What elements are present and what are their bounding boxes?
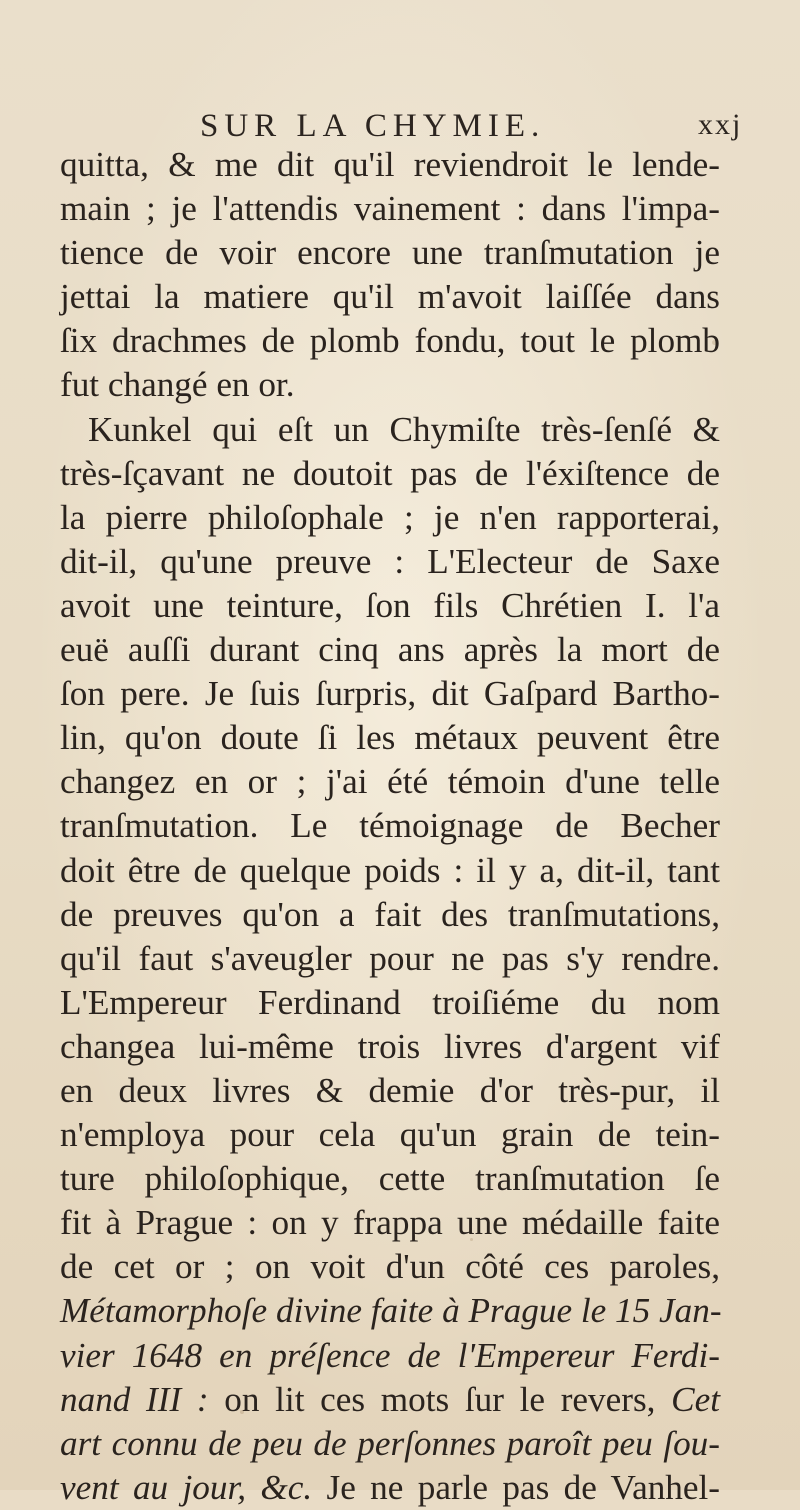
text-segment: en deux livres & demie d'or très-pur, il <box>60 1070 720 1110</box>
text-segment: avoit une teinture, ſon fils Chrétien I. l'a <box>60 585 720 625</box>
text-segment: jettai la matiere qu'il m'avoit laiſſée dans <box>60 277 720 317</box>
running-title: SUR LA CHYMIE. <box>200 108 546 144</box>
text-segment: n'employa pour cela qu'un grain de tein- <box>60 1115 720 1155</box>
text-segment: tience de voir encore une tranſmutation je <box>60 233 720 273</box>
text-segment: Je ne parle pas de Vanhel- <box>326 1467 720 1507</box>
text-line <box>60 937 720 981</box>
text-line <box>60 1113 720 1157</box>
italic-text: nand III : <box>60 1379 225 1419</box>
text-line <box>60 1201 720 1245</box>
text-segment: de preuves qu'on a fait des tranſmutations, <box>60 894 720 934</box>
text-line <box>60 452 720 496</box>
text-segment: ture philoſophique, cette tranſmutation ſe <box>60 1159 720 1199</box>
italic-text: Cet <box>671 1379 720 1419</box>
text-line <box>60 628 720 672</box>
text-segment: L'Empereur Ferdinand troiſiéme du nom <box>60 982 720 1022</box>
text-segment: euë auſſi durant cinq ans après la mort de <box>60 630 720 670</box>
text-line <box>60 540 720 584</box>
text-segment: dit-il, qu'une preuve : L'Electeur de Saxe <box>60 541 720 581</box>
text-line <box>60 981 720 1025</box>
italic-text: vier 1648 en préſence de l'Empereur Ferdi- <box>60 1335 720 1375</box>
text-segment: main ; je l'attendis vainement : dans l'impa- <box>60 189 720 229</box>
text-segment: on lit ces mots ſur le revers, <box>224 1379 672 1419</box>
text-line <box>60 893 720 937</box>
text-segment: qu'il faut s'aveugler pour ne pas s'y rendre. <box>60 938 720 978</box>
text-line <box>60 584 720 628</box>
page-number: xxj <box>698 108 743 141</box>
text-line <box>60 672 720 716</box>
text-segment: fut changé en or. <box>60 365 295 405</box>
text-line <box>60 1157 720 1201</box>
text-segment: Kunkel qui eſt un Chymiſte très-ſenſé & <box>88 409 720 449</box>
text-line <box>60 1334 720 1378</box>
text-line <box>60 143 720 187</box>
text-line <box>60 187 720 231</box>
text-line <box>60 231 720 275</box>
italic-text: Métamorphoſe divine faite à Prague le 15 Jan- <box>60 1291 722 1331</box>
text-line <box>60 1025 720 1069</box>
text-line <box>60 1289 720 1333</box>
text-line <box>60 716 720 760</box>
text-line <box>60 1069 720 1113</box>
text-line <box>60 849 720 893</box>
text-line <box>60 363 720 407</box>
text-segment: ſix drachmes de plomb fondu, tout le plomb <box>60 321 720 361</box>
text-line <box>60 1245 720 1289</box>
text-segment: tranſmutation. Le témoignage de Becher <box>60 806 720 846</box>
text-line <box>60 1378 720 1422</box>
text-line <box>60 1466 720 1510</box>
text-segment: très-ſçavant ne doutoit pas de l'éxiſtence de <box>60 453 720 493</box>
text-segment: la pierre philoſophale ; je n'en rapporterai, <box>60 497 720 537</box>
text-segment: ſon pere. Je ſuis ſurpris, dit Gaſpard Bartho- <box>60 674 720 714</box>
text-line <box>60 275 720 319</box>
text-line <box>60 1422 720 1466</box>
text-line <box>60 804 720 848</box>
text-line <box>60 760 720 804</box>
text-segment: doit être de quelque poids : il y a, dit-il, tant <box>60 850 720 890</box>
text-line <box>60 319 720 363</box>
body-text <box>60 143 720 1510</box>
text-segment: changez en or ; j'ai été témoin d'une telle <box>60 762 720 802</box>
text-segment: changea lui-même trois livres d'argent vif <box>60 1026 720 1066</box>
text-line <box>60 496 720 540</box>
italic-text: vent au jour, &c. <box>60 1467 327 1507</box>
text-segment: de cet or ; on voit d'un côté ces paroles, <box>60 1247 720 1287</box>
italic-text: art connu de peu de perſonnes paroît peu ſou- <box>60 1423 720 1463</box>
text-segment: lin, qu'on doute ſi les métaux peuvent être <box>60 718 720 758</box>
text-segment: quitta, & me dit qu'il reviendroit le lende- <box>60 145 720 184</box>
text-line <box>60 408 720 452</box>
text-segment: fit à Prague : on y frappa une médaille faite <box>60 1203 720 1243</box>
